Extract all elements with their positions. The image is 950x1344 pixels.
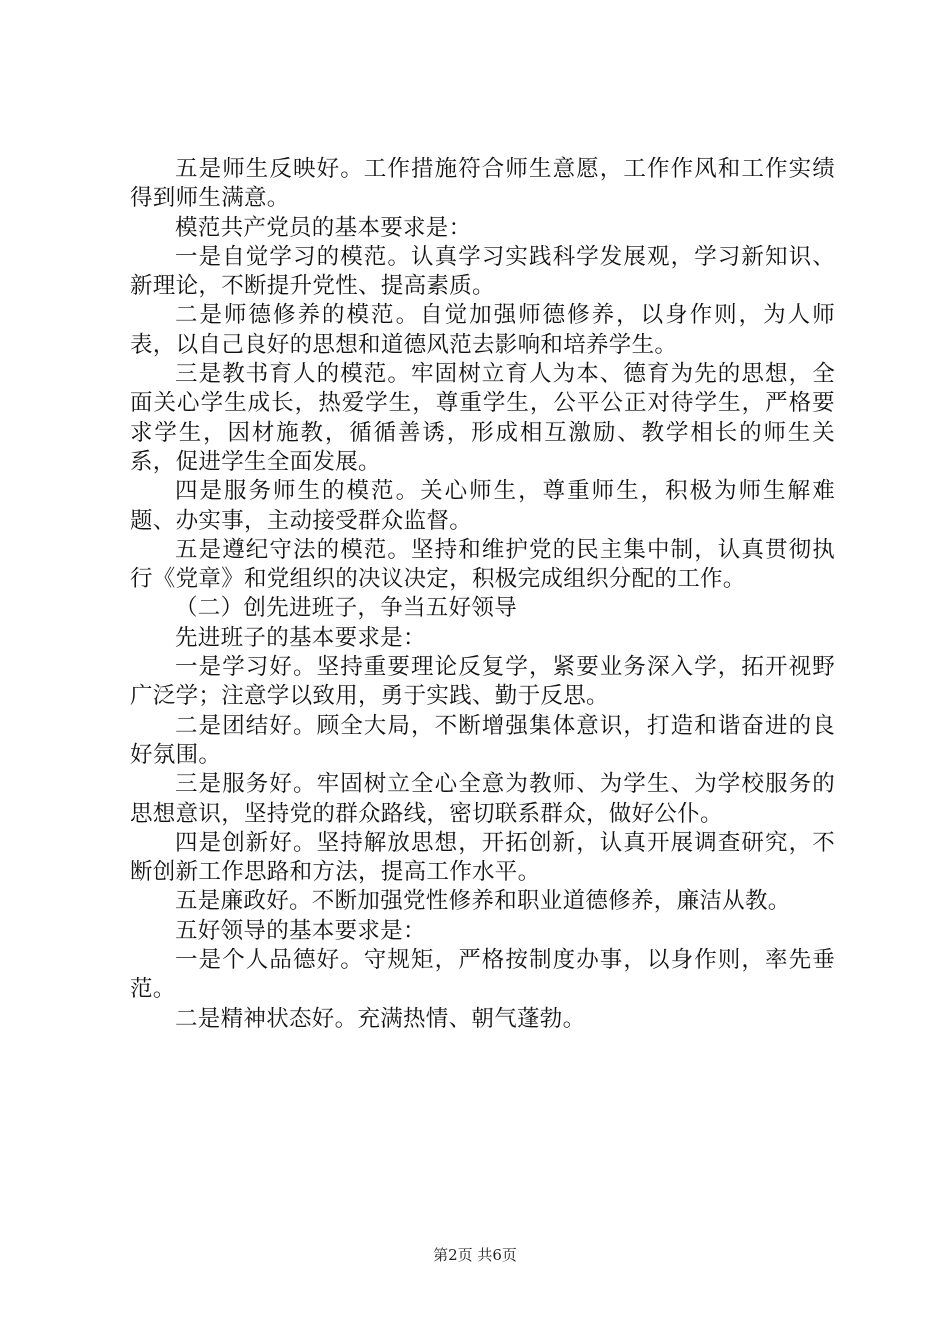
paragraph: 五是遵纪守法的模范。坚持和维护党的民主集中制，认真贯彻执行《党章》和党组织的决议决定，积极完成组织分配的工作。 bbox=[130, 536, 835, 593]
paragraph: 五是师生反映好。工作措施符合师生意愿，工作作风和工作实绩得到师生满意。 bbox=[130, 156, 835, 212]
paragraph: 先进班子的基本要求是： bbox=[175, 624, 426, 651]
paragraph: 二是精神状态好。充满热情、朝气蓬勃。 bbox=[175, 1005, 586, 1032]
paragraph: 五好领导的基本要求是： bbox=[175, 917, 426, 944]
paragraph: 五是廉政好。不断加强党性修养和职业道德修养，廉洁从教。 bbox=[175, 888, 791, 915]
page-number: 第2页 共6页 bbox=[433, 1246, 517, 1264]
paragraph: 四是服务师生的模范。关心师生，尊重师生，积极为师生解难题、办实事，主动接受群众监督。 bbox=[130, 478, 835, 534]
paragraph: 三是服务好。牢固树立全心全意为教师、为学生、为学校服务的思想意识，坚持党的群众路线，密切联系群众，做好公仆。 bbox=[130, 771, 835, 827]
paragraph: 一是学习好。坚持重要理论反复学，紧要业务深入学，拓开视野广泛学；注意学以致用，勇于实践、勤于反思。 bbox=[130, 654, 835, 710]
paragraph: 三是教书育人的模范。牢固树立育人为本、德育为先的思想，全面关心学生成长，热爱学生，尊重学生，公平公正对待学生，严格要求学生，因材施教，循循善诱，形成相互激励、教学相长的师生关系，促进学生全面发展。 bbox=[130, 361, 835, 475]
paragraph: 模范共产党员的基本要求是： bbox=[175, 214, 472, 241]
paragraph: 二是团结好。顾全大局，不断增强集体意识，打造和谐奋进的良好氛围。 bbox=[130, 712, 835, 768]
section-heading: （二）创先进班子，争当五好领导 bbox=[175, 595, 518, 622]
paragraph: 四是创新好。坚持解放思想，开拓创新，认真开展调查研究，不断创新工作思路和方法，提高工作水平。 bbox=[130, 829, 835, 886]
paragraph: 二是师德修养的模范。自觉加强师德修养，以身作则，为人师表，以自己良好的思想和道德风范去影响和培养学生。 bbox=[130, 302, 835, 358]
paragraph: 一是自觉学习的模范。认真学习实践科学发展观，学习新知识、新理论，不断提升党性、提高素质。 bbox=[130, 243, 835, 300]
document-body bbox=[130, 155, 835, 1034]
paragraph: 一是个人品德好。守规矩，严格按制度办事，以身作则，率先垂范。 bbox=[130, 947, 835, 1003]
